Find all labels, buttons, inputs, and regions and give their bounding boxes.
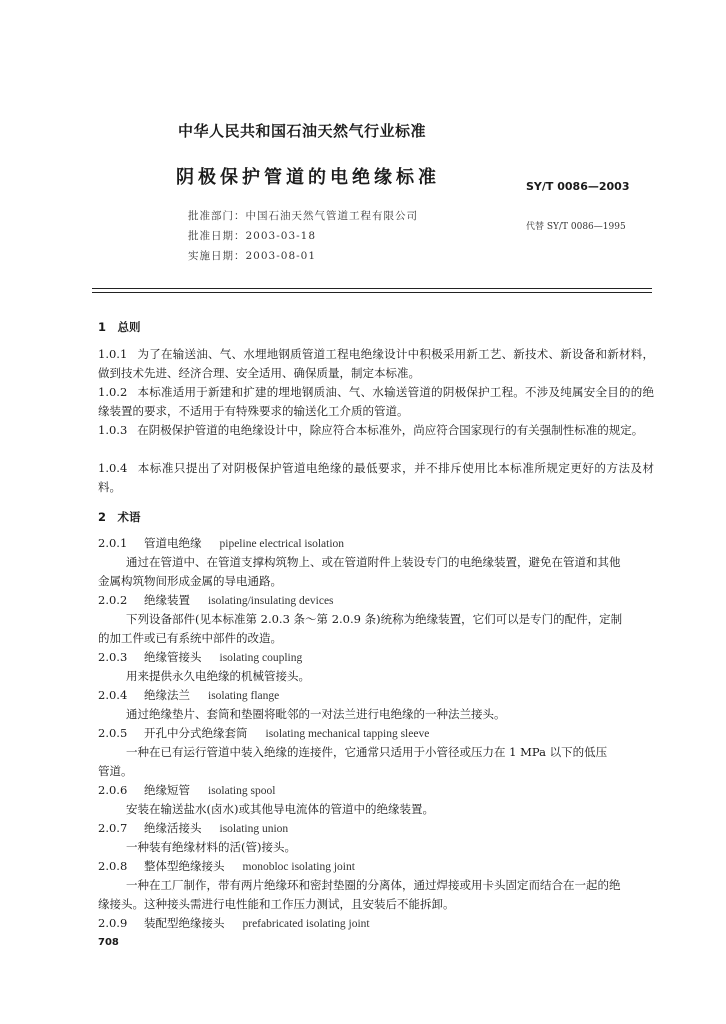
header-rule-top bbox=[92, 288, 652, 289]
clause-text: 本标准只提出了对阴极保护管道电绝缘的最低要求，并不排斥使用比本标准所规定更好的方法及材料。 bbox=[98, 461, 654, 494]
term-zh: 绝缘短管 bbox=[144, 783, 190, 797]
term-en: isolating/insulating devices bbox=[208, 595, 334, 607]
term-number: 2.0.1 bbox=[98, 536, 128, 550]
clause-1-0-3 bbox=[98, 421, 654, 440]
term-2-0-4 bbox=[98, 687, 279, 703]
term-en: isolating spool bbox=[208, 785, 276, 797]
term-zh: 开孔中分式绝缘套筒 bbox=[144, 726, 248, 740]
standard-code: SY/T 0086—2003 bbox=[526, 180, 630, 193]
approval-date: 批准日期：2003-03-18 bbox=[188, 230, 317, 242]
term-zh: 管道电绝缘 bbox=[144, 536, 202, 550]
definition-line: 通过绝缘垫片、套筒和垫圈将毗邻的一对法兰进行电绝缘的一种法兰接头。 bbox=[126, 707, 506, 721]
term-2-0-5 bbox=[98, 725, 429, 741]
term-en: prefabricated isolating joint bbox=[242, 918, 370, 930]
term-number: 2.0.2 bbox=[98, 593, 128, 607]
term-2-0-8 bbox=[98, 858, 355, 874]
clause-number: 1.0.3 bbox=[98, 423, 128, 437]
section-1-heading: 1 总则 bbox=[98, 320, 141, 334]
definition-line: 下列设备部件(见本标准第 2.0.3 条～第 2.0.9 条)统称为绝缘装置，它们可以是专门的配件，定制 bbox=[126, 612, 623, 626]
replaces-standard: 代替 SY/T 0086—1995 bbox=[526, 222, 626, 232]
term-zh: 绝缘活接头 bbox=[144, 821, 202, 835]
term-2-0-1 bbox=[98, 535, 344, 551]
term-2-0-3 bbox=[98, 649, 302, 665]
definition-line: 安装在输送盐水(卤水)或其他导电流体的管道中的绝缘装置。 bbox=[126, 802, 434, 816]
term-en: isolating coupling bbox=[219, 652, 303, 664]
term-number: 2.0.9 bbox=[98, 916, 128, 930]
term-2-0-7 bbox=[98, 820, 288, 836]
clause-text: 为了在输送油、气、水埋地钢质管道工程电绝缘设计中积极采用新工艺、新技术、新设备和新材料，做到技术先进、经济合理、安全适用、确保质量，制定本标准。 bbox=[98, 347, 654, 380]
clause-number: 1.0.4 bbox=[98, 461, 128, 475]
page-number: 708 bbox=[98, 937, 119, 948]
definition-line: 一种在已有运行管道中装入绝缘的连接件，它通常只适用于小管径或压力在 1 MPa 以下的低压 bbox=[126, 745, 608, 759]
definition-line: 管道。 bbox=[98, 764, 133, 778]
clause-number: 1.0.1 bbox=[98, 347, 128, 361]
clause-number: 1.0.2 bbox=[98, 385, 128, 399]
term-number: 2.0.4 bbox=[98, 688, 128, 702]
clause-text: 在阴极保护管道的电绝缘设计中，除应符合本标准外，尚应符合国家现行的有关强制性标准的规定。 bbox=[137, 423, 644, 437]
header-rule-bottom bbox=[92, 292, 652, 293]
approved-by: 批准部门：中国石油天然气管道工程有限公司 bbox=[188, 210, 418, 222]
term-number: 2.0.5 bbox=[98, 726, 128, 740]
clause-1-0-2 bbox=[98, 383, 654, 421]
standard-title: 中华人民共和国石油天然气行业标准 bbox=[178, 122, 427, 140]
term-en: isolating mechanical tapping sleeve bbox=[265, 728, 430, 740]
clause-1-0-4 bbox=[98, 459, 654, 497]
definition-line: 一种在工厂制作，带有两片绝缘环和密封垫圈的分离体，通过焊接或用卡头固定而结合在一起的绝 bbox=[126, 878, 621, 892]
term-2-0-2 bbox=[98, 592, 334, 608]
definition-line: 通过在管道中、在管道支撑构筑物上、或在管道附件上装设专门的电绝缘装置，避免在管道和其他 bbox=[126, 555, 621, 569]
term-number: 2.0.3 bbox=[98, 650, 128, 664]
term-number: 2.0.7 bbox=[98, 821, 128, 835]
term-zh: 绝缘管接头 bbox=[144, 650, 202, 664]
section-2-heading: 2 术语 bbox=[98, 510, 141, 524]
term-en: monobloc isolating joint bbox=[242, 861, 355, 873]
definition-line: 一种装有绝缘材料的活(管)接头。 bbox=[126, 840, 296, 854]
term-2-0-6 bbox=[98, 782, 275, 798]
term-zh: 整体型绝缘接头 bbox=[144, 859, 225, 873]
document-title: 阴极保护管道的电绝缘标准 bbox=[176, 167, 440, 188]
definition-line: 用来提供永久电绝缘的机械管接头。 bbox=[126, 669, 310, 683]
term-2-0-9 bbox=[98, 915, 370, 931]
term-zh: 装配型绝缘接头 bbox=[144, 916, 225, 930]
definition-line: 金属构筑物间形成金属的导电通路。 bbox=[98, 574, 282, 588]
term-en: isolating flange bbox=[208, 690, 280, 702]
term-en: pipeline electrical isolation bbox=[219, 538, 345, 550]
term-number: 2.0.6 bbox=[98, 783, 128, 797]
term-zh: 绝缘装置 bbox=[144, 593, 190, 607]
term-en: isolating union bbox=[219, 823, 289, 835]
definition-line: 的加工件或已有系统中部件的改造。 bbox=[98, 631, 282, 645]
effective-date: 实施日期：2003-08-01 bbox=[188, 250, 317, 262]
clause-text: 本标准适用于新建和扩建的埋地钢质油、气、水输送管道的阴极保护工程。不涉及纯属安全目的的绝缘装置的要求，不适用于有特殊要求的输送化工介质的管道。 bbox=[98, 385, 654, 418]
clause-1-0-1 bbox=[98, 345, 654, 383]
definition-line: 缘接头。这种接头需进行电性能和工作压力测试，且安装后不能拆卸。 bbox=[98, 897, 455, 911]
term-zh: 绝缘法兰 bbox=[144, 688, 190, 702]
term-number: 2.0.8 bbox=[98, 859, 128, 873]
